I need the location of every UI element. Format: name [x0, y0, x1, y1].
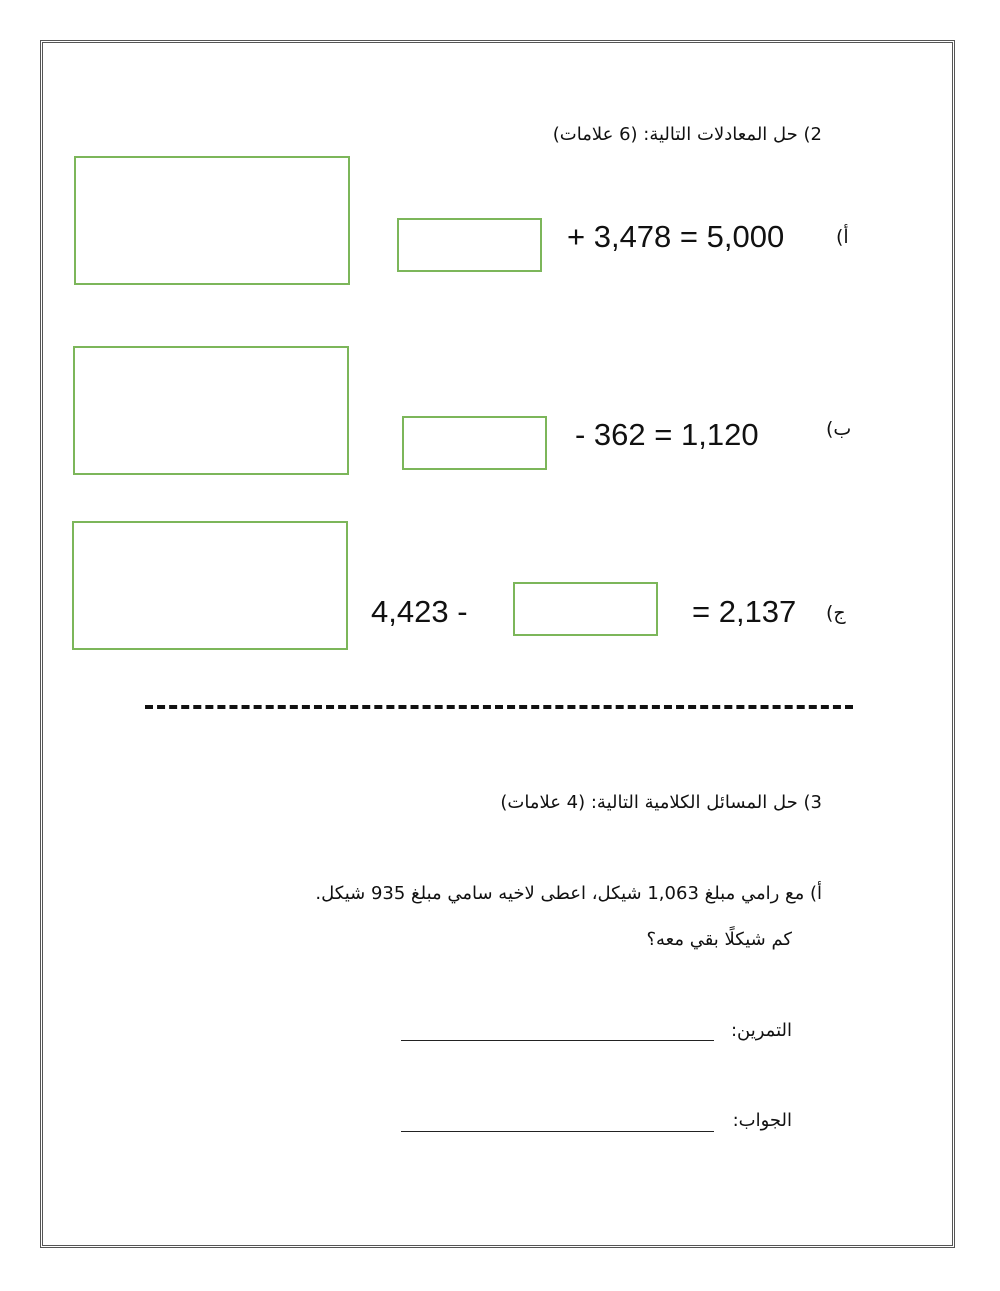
section-divider	[145, 705, 853, 709]
item-label-a: أ)	[836, 226, 849, 248]
answer-label: الجواب:	[732, 1110, 792, 1131]
work-box-c[interactable]	[72, 521, 348, 650]
q3-title-row	[500, 792, 822, 813]
work-box-b[interactable]	[73, 346, 349, 475]
item-label-c: ج)	[826, 602, 846, 624]
q2-title: حل المعادلات التالية: (6 علامات)	[552, 124, 798, 145]
work-box-a[interactable]	[74, 156, 350, 285]
word-problem-line1-row	[315, 883, 822, 904]
answer-box-b[interactable]	[402, 416, 547, 470]
q3-number: 3)	[803, 792, 822, 813]
item-label-b: ب)	[826, 418, 852, 440]
q2-number: 2)	[803, 124, 822, 145]
q3-title: حل المسائل الكلامية التالية: (4 علامات)	[500, 792, 798, 813]
word-problem-line1: مع رامي مبلغ 1,063 شيكل، اعطى لاخيه سامي مبلغ 935 شيكل.	[315, 883, 805, 904]
equation-b: - 362 = 1,120	[575, 417, 759, 452]
equation-a: + 3,478 = 5,000	[567, 219, 785, 254]
equation-c-left: 4,423 -	[371, 594, 468, 629]
final-answer-line[interactable]	[401, 1131, 714, 1132]
exercise-label: التمرين:	[730, 1020, 792, 1041]
answer-box-a[interactable]	[397, 218, 542, 272]
q3-item-label: أ)	[809, 883, 822, 904]
answer-box-c[interactable]	[513, 582, 658, 636]
exercise-answer-line[interactable]	[401, 1040, 714, 1041]
word-problem-line2: كم شيكلًا بقي معه؟	[646, 929, 792, 950]
q2-title-row	[553, 124, 822, 145]
equation-c-right: = 2,137	[692, 594, 797, 629]
